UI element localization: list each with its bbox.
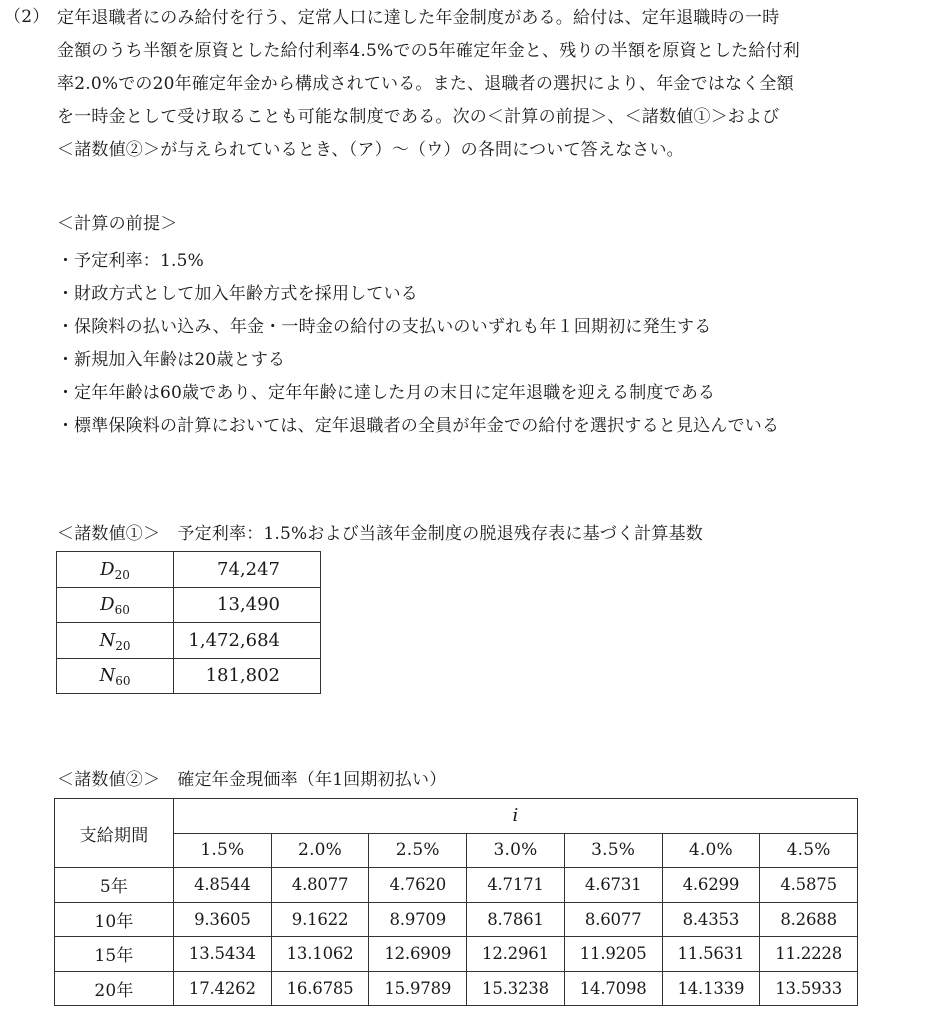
annuity-value-cell: 4.7171 [467, 868, 565, 903]
symbol-cell [57, 658, 174, 694]
commutation-table [56, 551, 321, 694]
annuity-value-cell: 8.6077 [564, 902, 662, 937]
annuity-value-cell: 4.5875 [760, 868, 858, 903]
annuity-value-cell: 8.2688 [760, 902, 858, 937]
question-line: 金額のうち半額を原資とした給付利率4.5%での5年確定年金と、残りの半額を原資とした給付利 [57, 41, 801, 61]
annuity-value-cell: 13.1062 [271, 937, 369, 972]
annuity-value-cell: 4.6731 [564, 868, 662, 903]
annuity-value-cell: 16.6785 [271, 971, 369, 1006]
annuity-value-cell: 15.3238 [467, 971, 565, 1006]
annuity-value-cell: 11.9205 [564, 937, 662, 972]
period-cell: 10年 [55, 902, 174, 937]
symbol-letter: N [99, 629, 116, 651]
annuity-value-cell: 12.6909 [369, 937, 467, 972]
table-row [55, 971, 858, 1006]
value-cell: 13,490 [174, 587, 321, 623]
rate-column-header: 1.5% [174, 833, 272, 868]
question-line: を一時金として受け取ることも可能な制度である。次の＜計算の前提＞、＜諸数値①＞および [57, 107, 780, 127]
symbol-subscript: 20 [114, 567, 130, 582]
table-row [55, 868, 858, 903]
bullet-icon: ・ [57, 317, 75, 337]
annuity-value-cell: 11.5631 [662, 937, 760, 972]
bullet-icon: ・ [57, 383, 75, 403]
rate-column-header: 4.0% [662, 833, 760, 868]
question-line: ＜諸数値②＞が与えられているとき、（ア）～（ウ）の各問について答えなさい。 [57, 140, 684, 160]
values1-title: ＜諸数値①＞ 予定利率：1.5%および当該年金制度の脱退残存表に基づく計算基数 [57, 524, 703, 544]
assumption-item [57, 410, 779, 443]
table-row [57, 658, 321, 694]
period-cell: 15年 [55, 937, 174, 972]
annuity-value-cell: 4.6299 [662, 868, 760, 903]
assumption-text: 新規加入年齢は20歳とする [74, 350, 286, 370]
question-line: 定年退職者にのみ給付を行う、定常人口に達した年金制度がある。給付は、定年退職時の一時 [57, 8, 780, 28]
annuity-value-cell: 8.4353 [662, 902, 760, 937]
assumption-item [57, 245, 779, 278]
symbol-letter: D [100, 558, 115, 580]
annuity-value-cell: 9.3605 [174, 902, 272, 937]
bullet-icon: ・ [57, 284, 75, 304]
symbol-subscript: 60 [115, 674, 131, 689]
bullet-icon: ・ [57, 251, 75, 271]
assumption-text: 予定利率：1.5% [74, 251, 204, 271]
question-number: （2） [4, 7, 50, 27]
rate-column-header: 2.5% [369, 833, 467, 868]
annuity-value-cell: 12.2961 [467, 937, 565, 972]
symbol-cell [57, 587, 174, 623]
assumption-item [57, 311, 779, 344]
question-line: 率2.0%での20年確定年金から構成されている。また、退職者の選択により、年金ではなく全額 [57, 74, 794, 94]
annuity-value-cell: 4.8077 [271, 868, 369, 903]
rate-column-header: 4.5% [760, 833, 858, 868]
annuity-value-cell: 9.1622 [271, 902, 369, 937]
annuity-value-cell: 13.5434 [174, 937, 272, 972]
symbol-letter: N [99, 665, 116, 687]
bullet-icon: ・ [57, 416, 75, 436]
annuity-value-cell: 8.7861 [467, 902, 565, 937]
table-row [57, 552, 321, 588]
annuity-value-cell: 14.7098 [564, 971, 662, 1006]
assumption-item [57, 377, 779, 410]
assumptions-title: ＜計算の前提＞ [57, 214, 178, 234]
symbol-subscript: 20 [115, 638, 131, 653]
value-cell: 74,247 [174, 552, 321, 588]
assumption-text: 定年年齢は60歳であり、定年年齢に達した月の末日に定年退職を迎える制度である [74, 383, 716, 403]
symbol-cell [57, 623, 174, 659]
annuity-value-cell: 11.2228 [760, 937, 858, 972]
symbol-cell [57, 552, 174, 588]
annuity-value-cell: 4.7620 [369, 868, 467, 903]
values2-title: ＜諸数値②＞ 確定年金現価率（年1回期初払い） [57, 770, 447, 790]
rate-header: i [174, 799, 858, 834]
annuity-value-cell: 4.8544 [174, 868, 272, 903]
annuity-value-cell: 13.5933 [760, 971, 858, 1006]
assumption-item [57, 278, 779, 311]
annuity-value-cell: 15.9789 [369, 971, 467, 1006]
assumption-text: 保険料の払い込み、年金・一時金の給付の支払いのいずれも年１回期初に発生する [74, 317, 712, 337]
annuity-value-cell: 17.4262 [174, 971, 272, 1006]
symbol-subscript: 60 [114, 603, 130, 618]
value-cell: 181,802 [174, 658, 321, 694]
period-cell: 20年 [55, 971, 174, 1006]
period-header: 支給期間 [55, 799, 174, 868]
rate-column-header: 3.0% [467, 833, 565, 868]
table-row [57, 623, 321, 659]
assumptions-list [57, 245, 779, 443]
assumption-text: 財政方式として加入年齢方式を採用している [74, 284, 418, 304]
table-row [57, 587, 321, 623]
rate-column-header: 3.5% [564, 833, 662, 868]
annuity-table [54, 798, 858, 1006]
value-cell: 1,472,684 [174, 623, 321, 659]
table-row [55, 937, 858, 972]
period-cell: 5年 [55, 868, 174, 903]
assumption-item [57, 344, 779, 377]
assumption-text: 標準保険料の計算においては、定年退職者の全員が年金での給付を選択すると見込んでいる [74, 416, 780, 436]
table-row [55, 902, 858, 937]
bullet-icon: ・ [57, 350, 75, 370]
annuity-value-cell: 14.1339 [662, 971, 760, 1006]
annuity-value-cell: 8.9709 [369, 902, 467, 937]
rate-column-header: 2.0% [271, 833, 369, 868]
symbol-letter: D [100, 594, 115, 616]
